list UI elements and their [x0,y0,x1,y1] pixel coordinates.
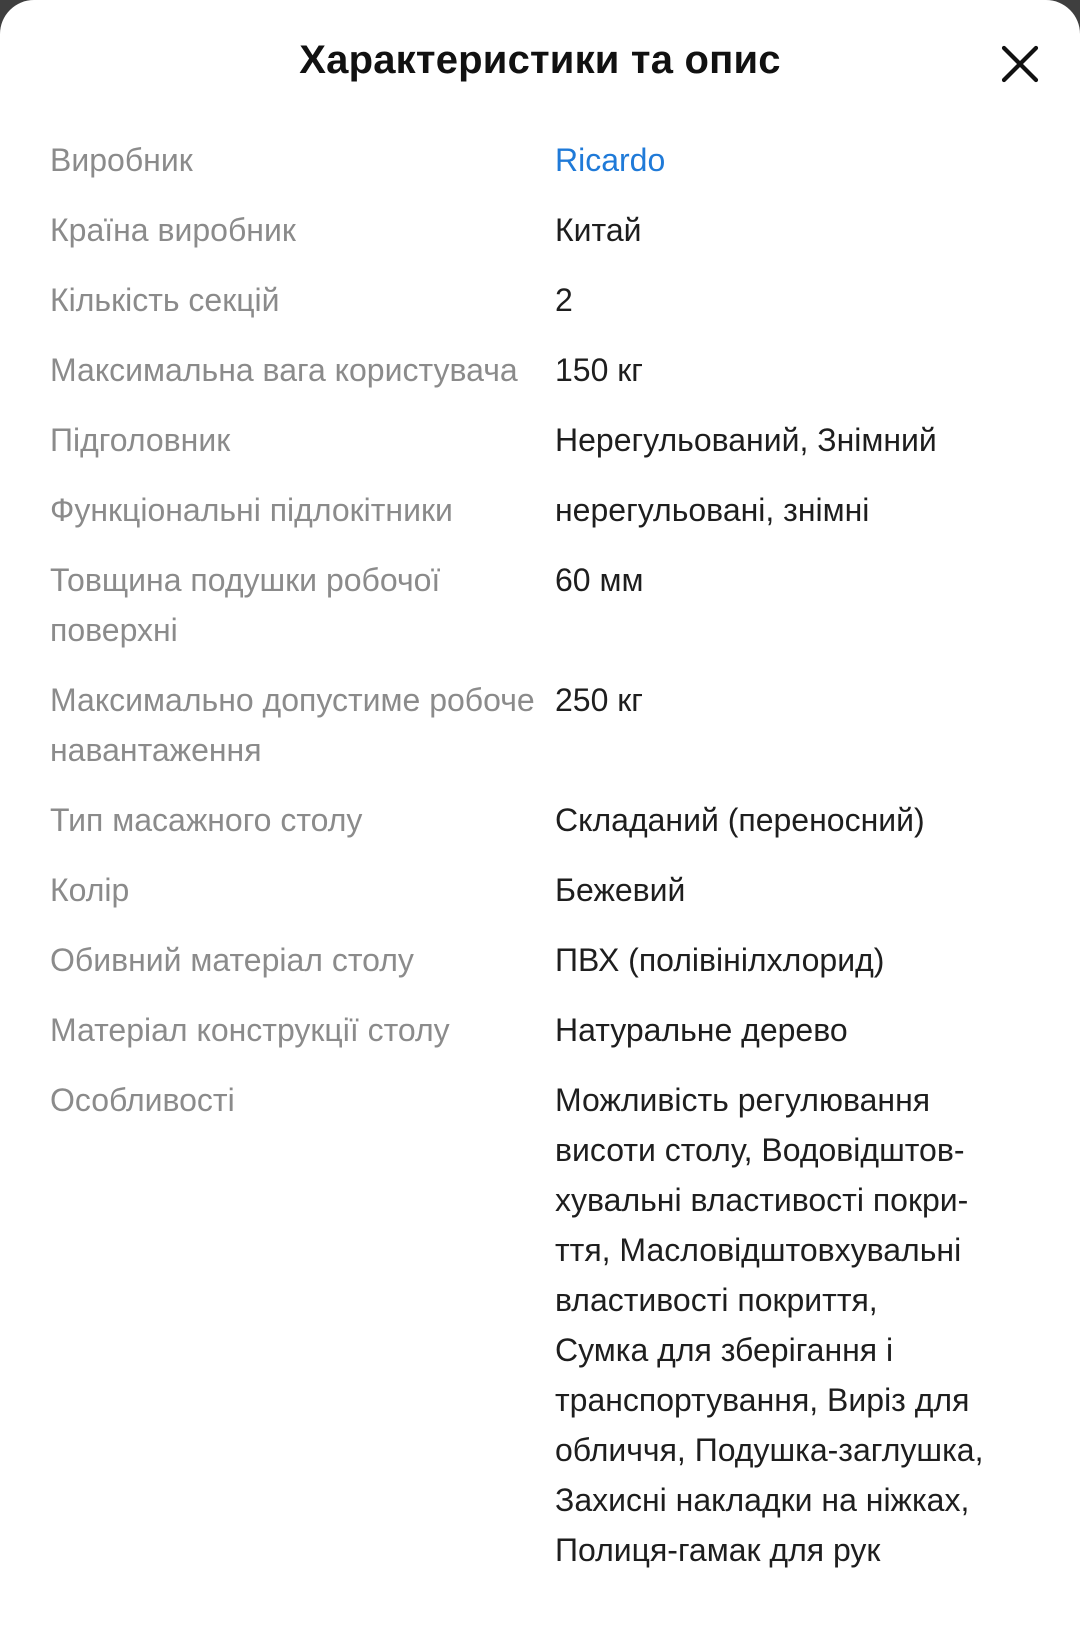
spec-row-manufacturer [50,135,1040,185]
close-button[interactable] [994,38,1046,90]
spec-value-line: висоти столу, Водовідштов- [555,1132,965,1168]
spec-label: Обивний матеріал столу [50,942,414,978]
spec-value-line: властивості покриття, [555,1282,878,1318]
spec-value: 2 [555,282,573,318]
spec-row-frame-material [50,1005,1040,1055]
spec-value-line: обличчя, Подушка-заглушка, [555,1432,984,1468]
spec-value: нерегульовані, знімні [555,492,870,528]
spec-value: Нерегульований, Знімний [555,422,937,458]
spec-value-multiline [555,1075,1040,1575]
spec-row-max-working-load [50,675,1040,775]
spec-value-line: Можливість регулювання [555,1082,931,1118]
spec-row-table-type [50,795,1040,845]
spec-value-line: Полиця-гамак для рук [555,1532,881,1568]
spec-value: 150 кг [555,352,643,388]
spec-row-armrests [50,485,1040,535]
spec-row-cushion-thickness [50,555,1040,655]
spec-label: Матеріал конструкції столу [50,1012,450,1048]
spec-label: Максимальна вага користувача [50,352,518,388]
spec-row-upholstery [50,935,1040,985]
spec-value-line: хувальні властивості покри- [555,1182,969,1218]
spec-label: Кількість секцій [50,282,280,318]
spec-row-max-user-weight [50,345,1040,395]
spec-row-sections [50,275,1040,325]
spec-value: ПВХ (полівінілхлорид) [555,942,885,978]
spec-row-country [50,205,1040,255]
spec-value-line: Сумка для зберігання і [555,1332,894,1368]
spec-row-color [50,865,1040,915]
spec-label: Підголовник [50,422,231,458]
spec-label: Колір [50,872,130,908]
spec-label: Країна виробник [50,212,296,248]
spec-value: 60 мм [555,562,644,598]
spec-label: Особливості [50,1082,235,1118]
spec-label: Максимально допустиме робоче навантаження [50,682,535,768]
spec-value: 250 кг [555,682,643,718]
spec-value: Бежевий [555,872,686,908]
spec-label: Функціональні підлокітники [50,492,453,528]
spec-value: Китай [555,212,642,248]
spec-value-line: ття, Масловідштовхувальні [555,1232,962,1268]
spec-value: Натуральне дерево [555,1012,848,1048]
spec-label: Товщина подушки робочої поверхні [50,562,441,648]
spec-row-features [50,1075,1040,1575]
manufacturer-link[interactable]: Ricardo [555,142,666,178]
close-icon [1000,44,1040,84]
spec-label: Тип масажного столу [50,802,363,838]
spec-value-line: Захисні накладки на ніжках, [555,1482,970,1518]
spec-list [50,135,1040,1595]
spec-value-line: транспортування, Виріз для [555,1382,970,1418]
spec-value: Складаний (переносний) [555,802,925,838]
spec-row-headrest [50,415,1040,465]
spec-label: Виробник [50,142,193,178]
sheet-header [0,0,1080,130]
page-title: Характеристики та опис [299,38,781,82]
